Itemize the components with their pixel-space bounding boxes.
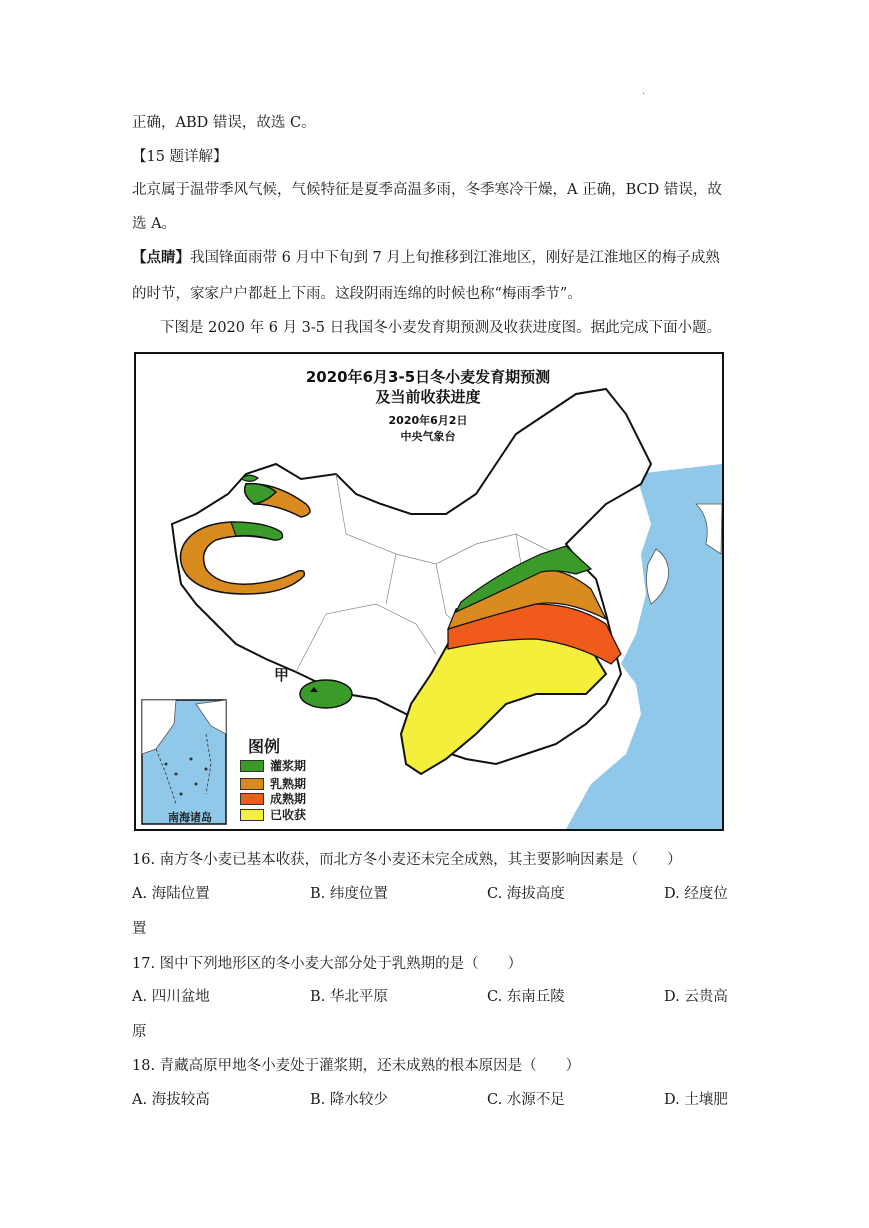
legend-label: 乳熟期	[270, 777, 307, 791]
text-line-2: 【15 题详解】	[132, 149, 228, 165]
q16-option-c: C. 海拔高度	[487, 886, 565, 902]
legend-swatch	[240, 760, 264, 772]
q17-option-b: B. 华北平原	[310, 989, 388, 1005]
q18-option-a: A. 海拔较高	[132, 1092, 210, 1108]
legend-label: 灌浆期	[270, 759, 307, 773]
tip-label: 【点睛】	[132, 249, 190, 266]
question-17-stem: 17. 图中下列地形区的冬小麦大部分处于乳熟期的是（ ）	[132, 956, 523, 972]
text-line-7: 下图是 2020 年 6 月 3-5 日我国冬小麦发育期预测及收获进度图。据此完成下面小题。	[160, 320, 722, 336]
text-line-6: 的时节，家家户户都赶上下雨。这段阴雨连绵的时候也称“梅雨季节”。	[132, 286, 582, 302]
q17-option-d: D. 云贵高	[664, 989, 728, 1005]
q18-option-c: C. 水源不足	[487, 1092, 565, 1108]
question-16-stem: 16. 南方冬小麦已基本收获，而北方冬小麦还未完全成熟，其主要影响因素是（ ）	[132, 852, 682, 868]
tip-text: 我国锋面雨带 6 月中下旬到 7 月上旬推移到江淮地区，刚好是江淮地区的梅子成熟	[190, 250, 720, 266]
map-title-line-2: 及当前收获进度	[375, 388, 481, 406]
legend-item-mature	[240, 791, 306, 806]
legend-label: 成熟期	[270, 792, 307, 806]
text-line-5	[132, 248, 720, 268]
wheat-map	[134, 352, 724, 831]
q18-option-d: D. 土壤肥	[664, 1092, 728, 1108]
jia-label: 甲	[274, 666, 290, 684]
map-date: 2020年6月2日	[388, 414, 468, 427]
legend-item-milk	[240, 776, 306, 791]
legend-label: 已收获	[270, 808, 307, 822]
text-line-4: 选 A。	[132, 216, 177, 232]
q17-option-a: A. 四川盆地	[132, 989, 210, 1005]
q16-option-d: D. 经度位	[664, 886, 728, 902]
legend-item-harvested	[240, 807, 306, 822]
question-18-stem: 18. 青藏高原甲地冬小麦处于灌浆期，还未成熟的根本原因是（ ）	[132, 1058, 581, 1074]
text-line-1: 正确，ABD 错误，故选 C。	[132, 115, 316, 131]
map-title-line-1: 2020年6月3-5日冬小麦发育期预测	[305, 368, 551, 386]
legend-swatch	[240, 809, 264, 821]
south-sea-islands-label: 南海诸岛	[168, 811, 212, 824]
q16-option-a: A. 海陆位置	[132, 886, 210, 902]
q16-option-b: B. 纬度位置	[310, 886, 388, 902]
legend-item-filling	[240, 758, 306, 773]
q17-option-c: C. 东南丘陵	[487, 989, 565, 1005]
text-line-3: 北京属于温带季风气候，气候特征是夏季高温多雨，冬季寒冷干燥，A 正确，BCD 错误，故	[132, 182, 722, 198]
map-agency: 中央气象台	[400, 430, 456, 443]
q17-wrap: 原	[132, 1024, 147, 1040]
legend-swatch	[240, 793, 264, 805]
q16-wrap: 置	[132, 921, 147, 937]
legend-swatch	[240, 778, 264, 790]
q18-option-b: B. 降水较少	[310, 1092, 388, 1108]
legend-title: 图例	[248, 737, 281, 756]
page-dot: .	[642, 86, 646, 97]
